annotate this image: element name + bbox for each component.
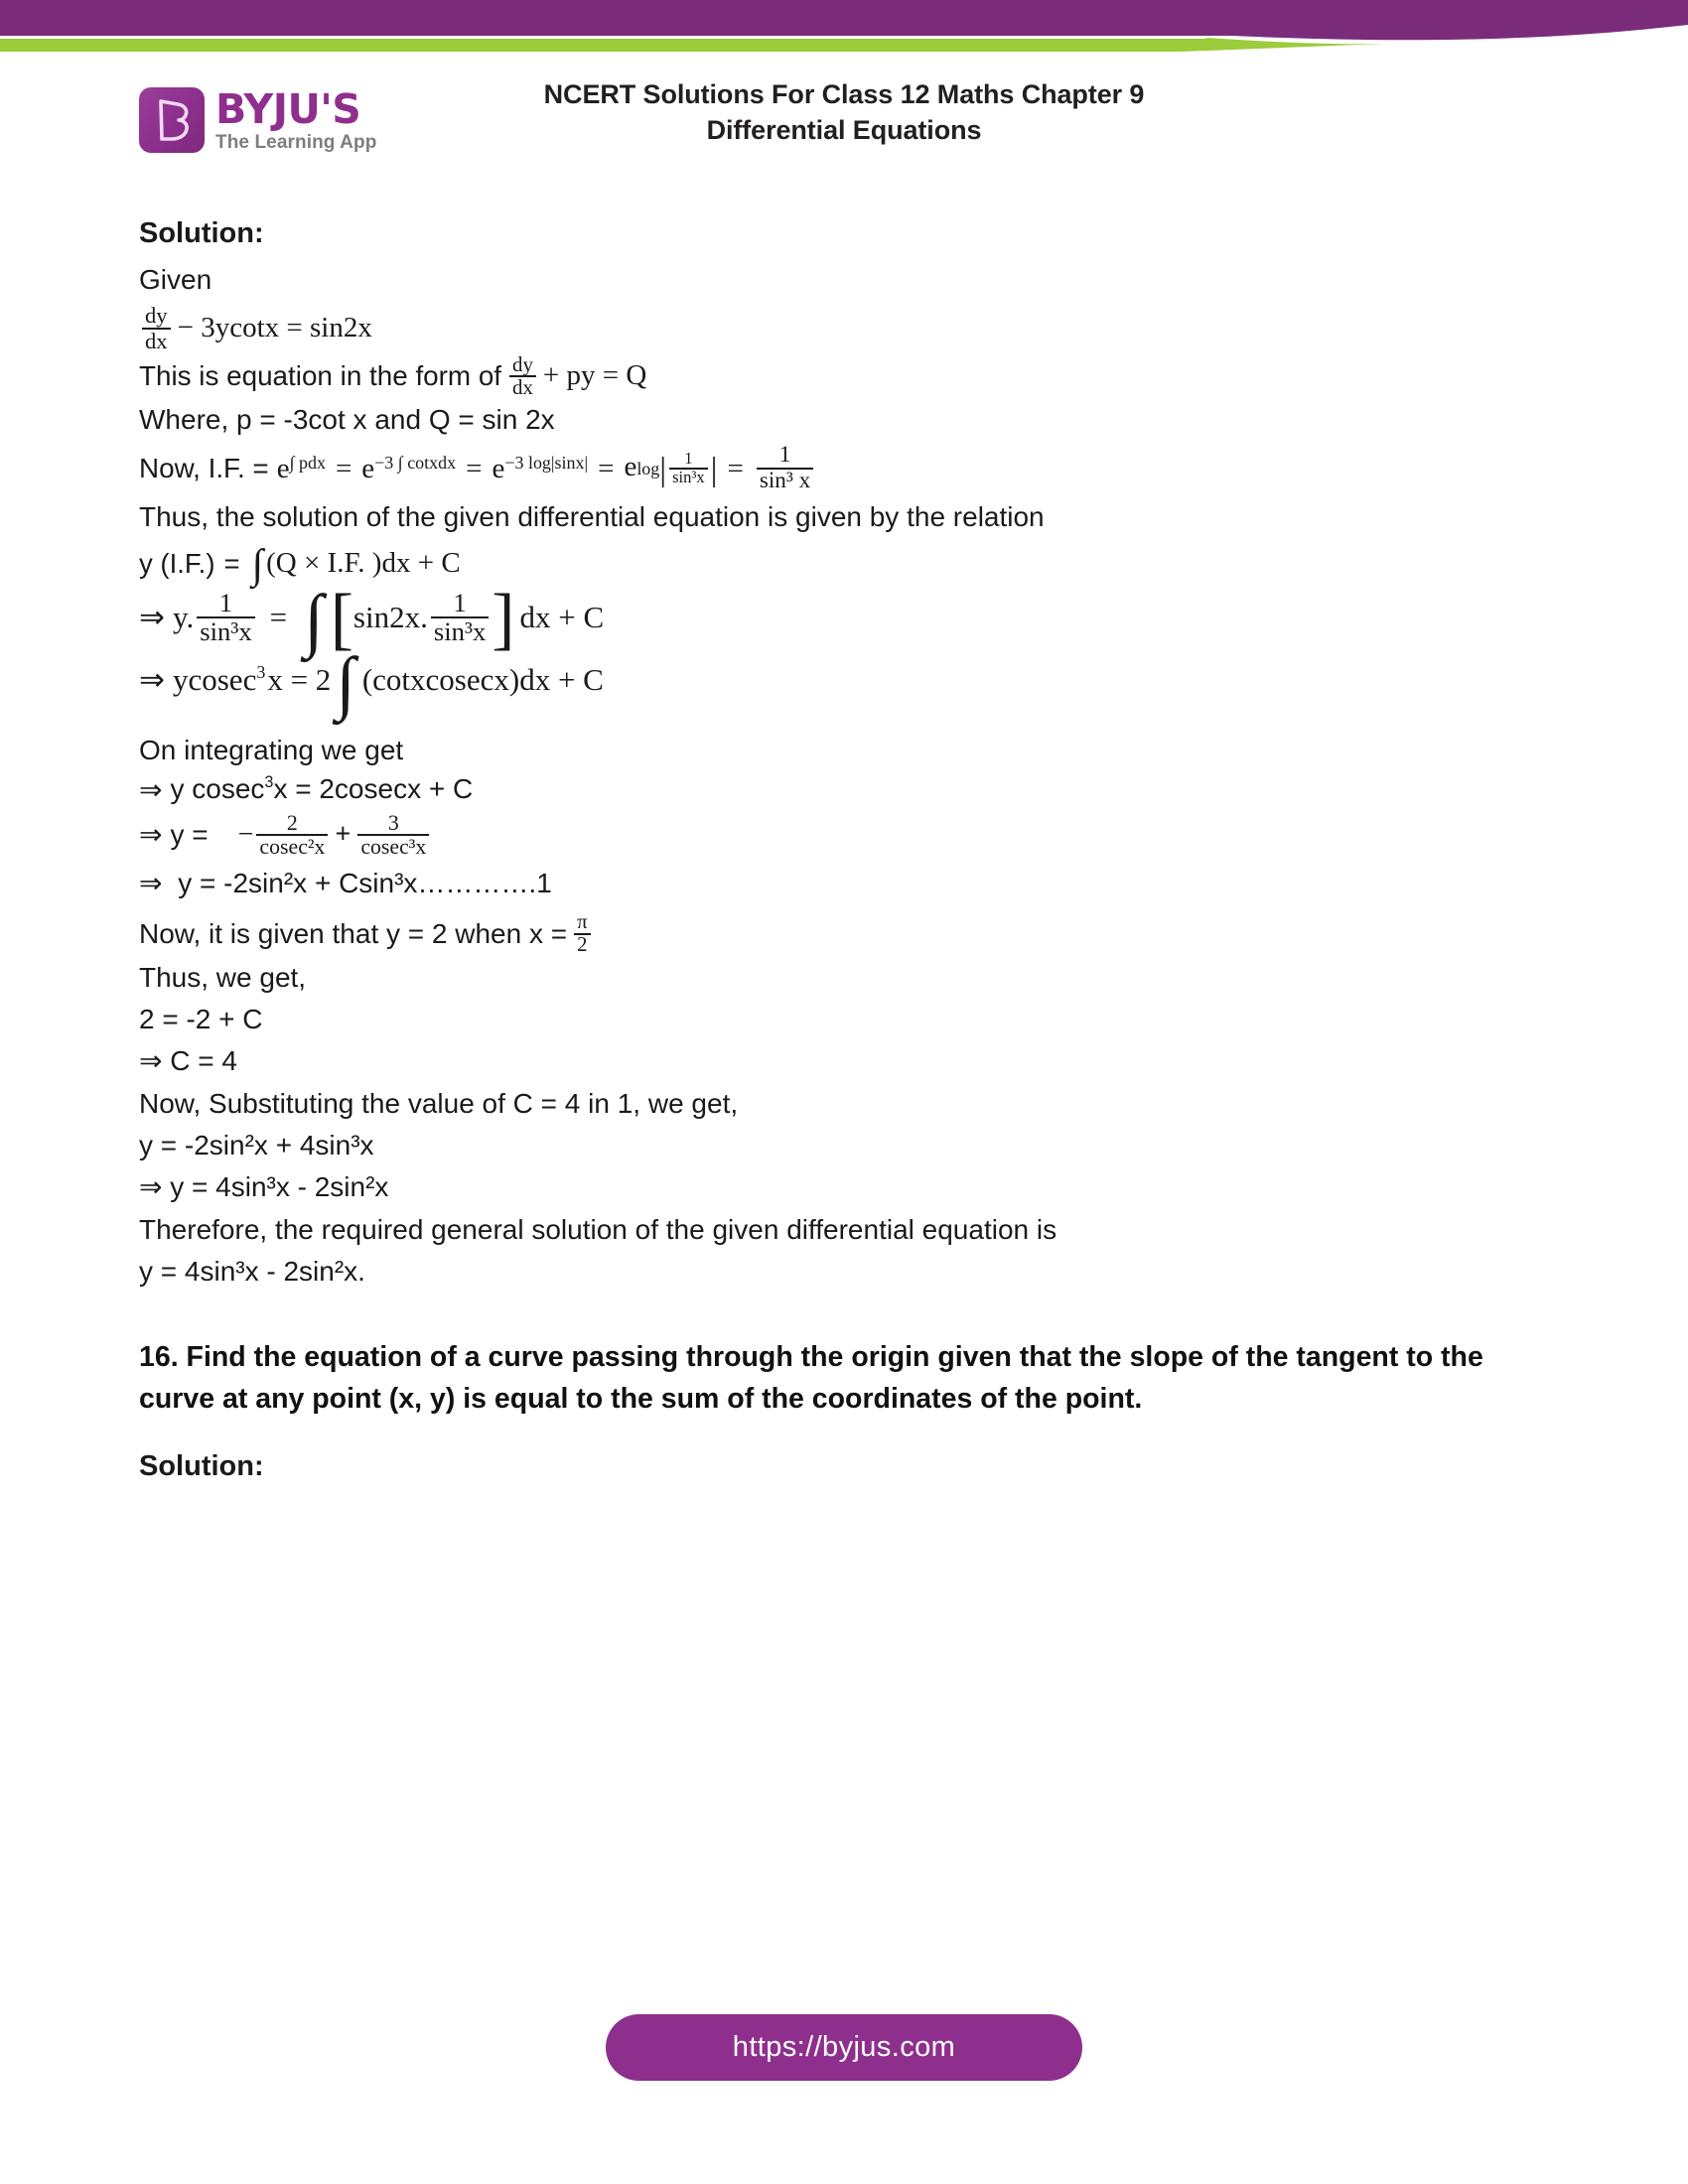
if-term3-exp: −3 log|sinx|	[504, 452, 589, 473]
document-body	[139, 213, 1529, 1493]
y-if-equals: =	[223, 547, 240, 579]
abs-bar-right-icon: |	[710, 451, 718, 488]
step3-integrand: (cotxcosecx)dx + C	[361, 662, 604, 698]
pi-over-2-num: π	[577, 910, 588, 933]
where-line: Where, p = -3cot x and Q = sin 2x	[139, 404, 555, 436]
equation-y-if	[139, 541, 1529, 588]
initial-condition-line	[139, 912, 1529, 956]
step5-arrow: ⇒	[139, 819, 163, 851]
given-eq-rest: − 3ycotx = sin2x	[177, 312, 372, 344]
step2-tail: dx + C	[519, 600, 605, 635]
step5-frac2-num: 3	[387, 810, 399, 835]
equation-step-5	[139, 812, 1529, 859]
if-label: Now, I.F. =	[139, 453, 269, 484]
step5-plus: +	[335, 818, 352, 850]
step2-left-num: 1	[218, 588, 233, 618]
thus-we-get-label: Thus, we get,	[139, 961, 307, 993]
if-term4-log: log	[636, 458, 660, 478]
step2-inner-pre: sin2x.	[352, 600, 428, 635]
equation-c-value: ⇒ C = 4	[139, 1045, 237, 1077]
step5-minus: −	[237, 818, 254, 850]
equation-step-3	[139, 643, 1529, 723]
form-frac-num: dy	[512, 351, 533, 376]
step4-post: x = 2cosecx + C	[273, 773, 474, 805]
step2-right-num: 1	[453, 588, 467, 618]
integral-icon-1: ∫	[251, 541, 264, 588]
green-band	[0, 38, 1385, 52]
standard-form-pre: This is equation in the form of	[139, 359, 502, 391]
if-term4-frac-num: 1	[684, 449, 693, 469]
step2-left-den: sin³x	[197, 616, 254, 645]
byjus-logo-text	[215, 87, 376, 154]
step4-pre: y cosec	[170, 773, 265, 805]
byjus-logo	[139, 87, 376, 154]
if-term3-base: e	[492, 452, 505, 484]
step3-arrow: ⇒	[139, 662, 165, 698]
equation-integrating-factor: Now, I.F. = e $^{\int pdx}$ = e $^{-3 \int cotxdx}$ = e $^{-3 log|sinx|}$ = e log | $\frac{1}{\text{sin³x}}$ | = $\frac{1}{\text{sin³ x}}$	[139, 444, 1529, 492]
equation-step-6	[139, 864, 1529, 903]
if-term4-base: e	[624, 451, 637, 483]
y-if-lhs: y (I.F.)	[139, 547, 215, 579]
solution-heading: Solution:	[139, 217, 264, 249]
page-title-line-1: NCERT Solutions For Class 12 Maths Chapter 9	[543, 79, 1145, 109]
equation-final-2: ⇒ y = 4sin³x - 2sin²x	[139, 1171, 389, 1203]
step6-arrow: ⇒	[139, 868, 163, 899]
standard-form-post: + py = Q	[542, 359, 647, 392]
abs-bar-left-icon: |	[659, 451, 667, 488]
equation-final-1: y = -2sin²x + 4sin³x	[139, 1130, 374, 1161]
thus-solution-line: Thus, the solution of the given differential equation is given by the relation	[139, 500, 1045, 532]
step2-y: y.	[172, 600, 195, 635]
question-16: 16. Find the equation of a curve passing through the origin given that the slope of the tangent to the curve at any point (x, y) is equal to the sum of the coordinates of the point.	[139, 1341, 1483, 1416]
step3-lhs-tail: x = 2	[267, 662, 332, 698]
if-term1-exp: ∫ pdx	[289, 452, 326, 473]
step4-arrow: ⇒	[139, 773, 163, 805]
integral-icon-3: ∫	[336, 643, 355, 723]
step2-right-den: sin³x	[431, 616, 489, 645]
footer-url-text: https://byjus.com	[732, 2031, 956, 2063]
step3-lhs-exp: 3	[256, 662, 266, 683]
step5-frac1-num: 2	[286, 810, 298, 835]
pi-over-2-den: 2	[574, 933, 590, 956]
substitute-c-line: Now, Substituting the value of C = 4 in 1, we get,	[139, 1087, 739, 1119]
band-gap	[0, 36, 1206, 39]
bracket-close-icon: ]	[492, 581, 515, 658]
page-title-line-2: Differential Equations	[706, 114, 982, 145]
equation-given	[139, 304, 1529, 351]
equation-step-4	[139, 773, 1529, 806]
byjus-logo-mark	[139, 87, 205, 153]
step2-equals: =	[269, 600, 288, 635]
header-band-svg	[0, 0, 1688, 52]
step5-frac1-den: cosec²x	[256, 834, 328, 858]
step2-arrow: ⇒	[139, 600, 165, 635]
step3-lhs: ycosec	[172, 662, 257, 698]
bracket-open-icon: [	[330, 581, 353, 658]
step4-exp: 3	[264, 773, 274, 792]
header-decorative-bands	[0, 0, 1688, 52]
conclusion-equation: y = 4sin³x - 2sin²x.	[139, 1255, 365, 1287]
integral-icon-2: ∫	[304, 581, 324, 660]
step6-text: y = -2sin²x + Csin³x………….1	[178, 868, 552, 899]
if-term2-exp: −3 ∫ cotxdx	[374, 452, 457, 473]
given-frac-den: dx	[142, 328, 171, 352]
form-frac-den: dx	[509, 375, 536, 398]
initial-condition-pre: Now, it is given that y = 2 when x =	[139, 917, 568, 949]
logo-b-icon	[139, 87, 205, 153]
byjus-wordmark: BYJU'S	[215, 85, 361, 133]
if-term1-base: e	[276, 452, 290, 484]
footer-url-button[interactable]	[606, 2014, 1082, 2081]
y-if-integrand: (Q × I.F. )dx + C	[266, 547, 461, 580]
on-integrating-label: On integrating we get	[139, 735, 404, 766]
given-label: Given	[139, 264, 212, 296]
given-frac-num: dy	[145, 303, 168, 329]
purple-band	[0, 0, 1688, 40]
equation-standard-form	[139, 351, 1529, 399]
step5-frac2-den: cosec³x	[357, 834, 429, 858]
byjus-tagline: The Learning App	[215, 131, 377, 153]
equation-c-substitution: 2 = -2 + C	[139, 1004, 263, 1035]
if-term2-base: e	[361, 452, 375, 484]
if-result-den: sin³ x	[757, 468, 813, 493]
step5-y: y =	[170, 818, 209, 850]
question-16-solution-heading: Solution:	[139, 1450, 264, 1483]
conclusion-line: Therefore, the required general solution of the given differential equation is	[139, 1213, 1057, 1245]
equation-step-2	[139, 581, 1529, 660]
if-result-num: 1	[778, 442, 791, 469]
if-term4-frac-den: sin³x	[669, 468, 708, 486]
